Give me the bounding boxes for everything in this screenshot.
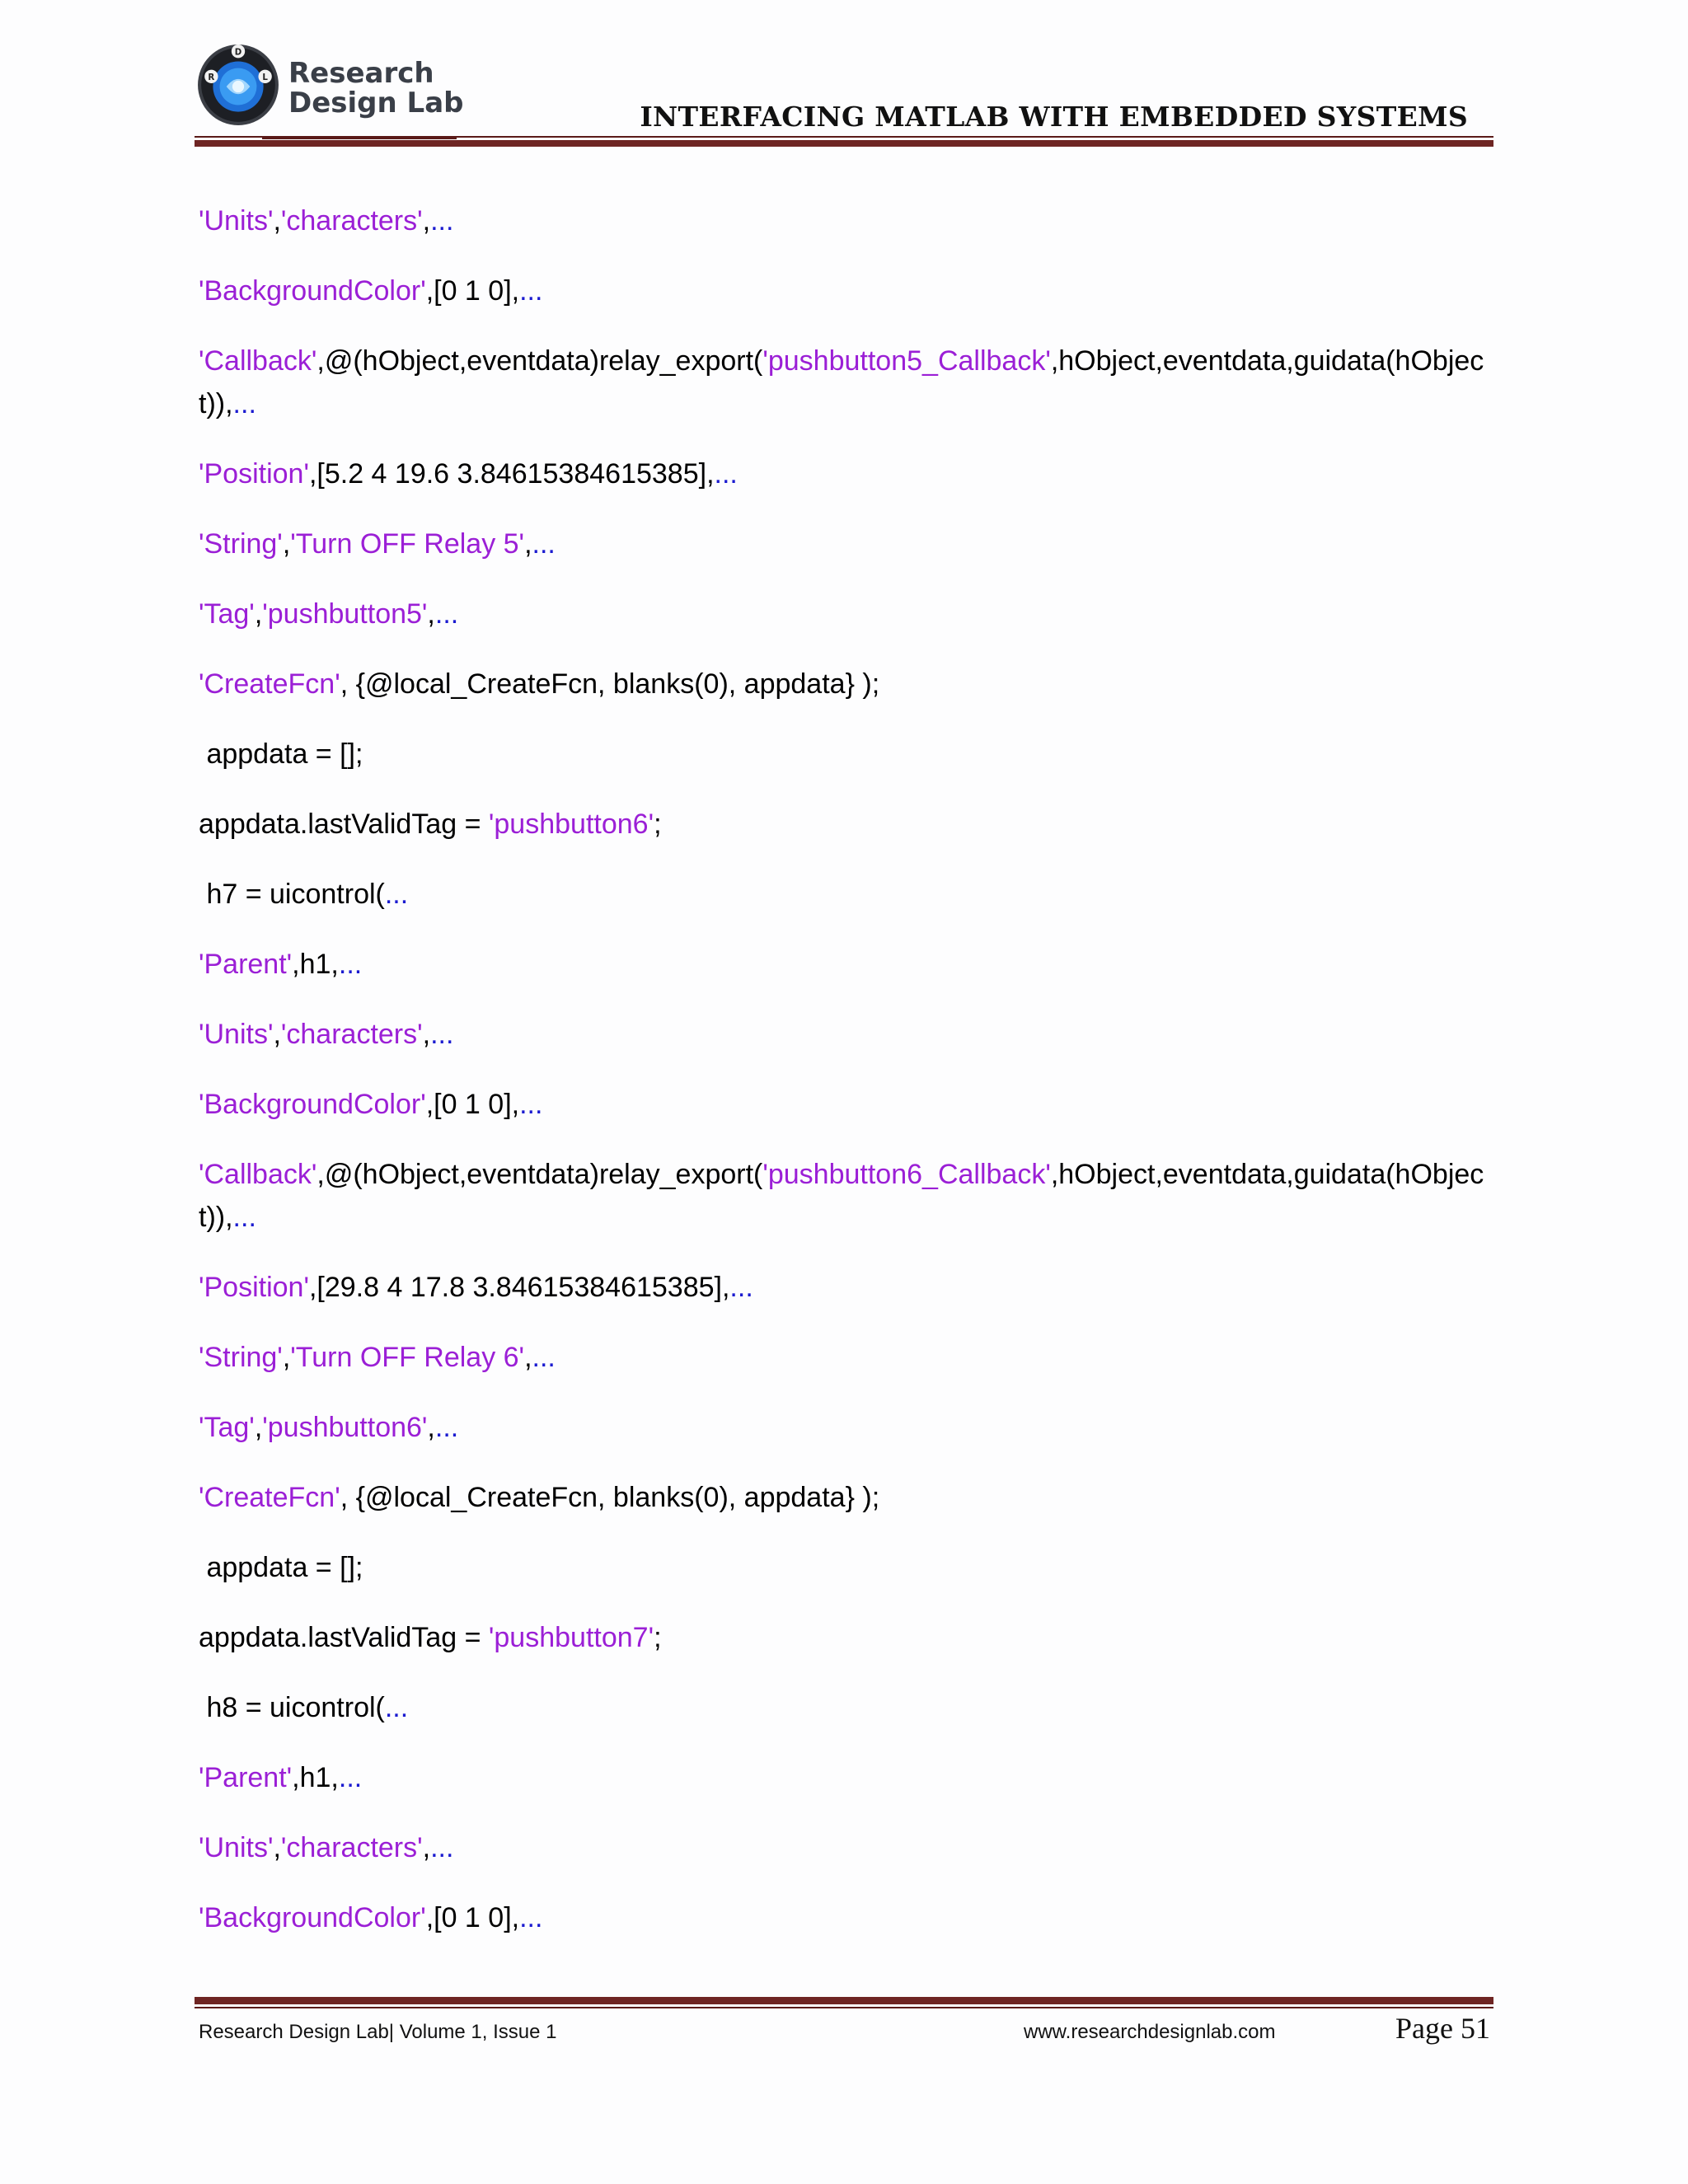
string-literal: 'Callback' xyxy=(199,345,317,377)
string-literal: 'Turn OFF Relay 5' xyxy=(290,528,525,560)
string-literal: 'CreateFcn' xyxy=(199,668,340,700)
document-title: INTERFACING MATLAB WITH EMBEDDED SYSTEMS xyxy=(640,101,1468,133)
code-line xyxy=(199,452,1501,495)
footer-rule xyxy=(195,2007,1493,2008)
badge-letter-l: L xyxy=(262,73,268,82)
code-line xyxy=(199,873,1501,916)
string-literal: 'Units' xyxy=(199,1019,274,1050)
code-text: , xyxy=(254,598,263,630)
code-line xyxy=(199,1756,1501,1799)
logo-line-2: Design Lab xyxy=(288,87,464,120)
code-line xyxy=(199,1406,1501,1449)
string-literal: 'Position' xyxy=(199,1272,309,1303)
string-literal: 'pushbutton6' xyxy=(488,808,654,840)
code-line xyxy=(199,1616,1501,1659)
code-line xyxy=(199,593,1501,635)
line-continuation: ... xyxy=(338,949,363,980)
footer-publication: Research Design Lab| Volume 1, Issue 1 xyxy=(199,2021,557,2043)
code-line xyxy=(199,1153,1493,1239)
string-literal: 'BackgroundColor' xyxy=(199,275,426,307)
string-literal: 'pushbutton5' xyxy=(262,598,428,630)
code-text: , xyxy=(273,205,281,237)
code-text: , xyxy=(273,1832,281,1863)
page-number: Page 51 xyxy=(1395,2012,1490,2045)
code-text: ,@(hObject,eventdata)relay_export( xyxy=(316,1159,763,1190)
string-literal: 'pushbutton7' xyxy=(488,1622,654,1653)
string-literal: 'Units' xyxy=(199,205,274,237)
code-text: , xyxy=(427,1412,435,1443)
string-literal: 'Callback' xyxy=(199,1159,317,1190)
code-text: h7 = uicontrol( xyxy=(199,879,385,910)
code-line xyxy=(199,1686,1501,1729)
string-literal: 'BackgroundColor' xyxy=(199,1089,426,1120)
code-text: ,@(hObject,eventdata)relay_export( xyxy=(316,345,763,377)
code-line xyxy=(199,199,1501,242)
line-continuation: ... xyxy=(729,1272,753,1303)
code-text: , xyxy=(422,1019,431,1050)
string-literal: 'Tag' xyxy=(199,1412,255,1443)
string-literal: 'characters' xyxy=(280,1832,423,1863)
code-line xyxy=(199,1083,1501,1126)
code-text: ,h1, xyxy=(292,949,339,980)
code-line xyxy=(199,1896,1501,1939)
code-text: ,hObject,eventdata,guidata(hObject)), xyxy=(199,345,1484,419)
string-literal: 'Turn OFF Relay 6' xyxy=(290,1342,525,1373)
code-text: ,[29.8 4 17.8 3.84615384615385], xyxy=(308,1272,730,1303)
code-text: ,h1, xyxy=(292,1762,339,1793)
code-text: appdata = []; xyxy=(199,738,363,770)
string-literal: 'Units' xyxy=(199,1832,274,1863)
string-literal: 'pushbutton6_Callback' xyxy=(762,1159,1051,1190)
string-literal: 'characters' xyxy=(280,205,423,237)
line-continuation: ... xyxy=(519,1089,543,1120)
line-continuation: ... xyxy=(434,598,459,630)
code-text: , xyxy=(422,1832,431,1863)
code-text: appdata = []; xyxy=(199,1552,363,1583)
code-text: ,hObject,eventdata,guidata(hObject)), xyxy=(199,1159,1484,1233)
code-text: , xyxy=(524,1342,532,1373)
code-line xyxy=(199,1476,1501,1519)
code-line xyxy=(199,663,1501,705)
code-text: , xyxy=(254,1412,263,1443)
badge-letter-r: R xyxy=(208,73,215,82)
code-line xyxy=(199,803,1501,846)
line-continuation: ... xyxy=(232,1202,256,1233)
code-text: , {@local_CreateFcn, blanks(0), appdata} ); xyxy=(340,1482,880,1513)
line-continuation: ... xyxy=(532,528,556,560)
code-text: , xyxy=(524,528,532,560)
code-line xyxy=(199,1336,1501,1379)
string-literal: 'Position' xyxy=(199,458,309,490)
line-continuation: ... xyxy=(232,388,256,419)
line-continuation: ... xyxy=(384,1692,409,1723)
header-rule xyxy=(195,136,1493,138)
string-literal: 'Parent' xyxy=(199,1762,293,1793)
code-text: ,[5.2 4 19.6 3.84615384615385], xyxy=(308,458,715,490)
rdl-badge-icon xyxy=(196,43,280,127)
line-continuation: ... xyxy=(430,1019,454,1050)
code-line xyxy=(199,943,1501,986)
line-continuation: ... xyxy=(519,1902,543,1933)
code-line xyxy=(199,1826,1501,1869)
string-literal: 'pushbutton6' xyxy=(262,1412,428,1443)
string-literal: 'Parent' xyxy=(199,949,293,980)
code-text: , xyxy=(282,528,291,560)
badge-letter-d: D xyxy=(234,48,242,58)
footer-rule-thick xyxy=(195,1997,1493,2004)
line-continuation: ... xyxy=(384,879,409,910)
code-text: appdata.lastValidTag = xyxy=(199,808,489,840)
line-continuation: ... xyxy=(519,275,543,307)
logo-line-1: Research xyxy=(288,57,434,90)
footer-url: www.researchdesignlab.com xyxy=(1024,2021,1276,2043)
line-continuation: ... xyxy=(532,1342,556,1373)
string-literal: 'CreateFcn' xyxy=(199,1482,340,1513)
code-text: ,[0 1 0], xyxy=(425,1902,520,1933)
line-continuation: ... xyxy=(430,1832,454,1863)
code-line xyxy=(199,269,1501,312)
string-literal: 'BackgroundColor' xyxy=(199,1902,426,1933)
line-continuation: ... xyxy=(714,458,738,490)
code-line xyxy=(199,340,1493,425)
logo-underline xyxy=(262,138,457,139)
code-text: ; xyxy=(654,808,662,840)
code-line xyxy=(199,1546,1501,1589)
code-line xyxy=(199,1266,1501,1309)
code-text: , xyxy=(422,205,431,237)
line-continuation: ... xyxy=(338,1762,363,1793)
line-continuation: ... xyxy=(434,1412,459,1443)
string-literal: 'String' xyxy=(199,1342,283,1373)
code-text: , {@local_CreateFcn, blanks(0), appdata} ); xyxy=(340,668,880,700)
code-text: , xyxy=(273,1019,281,1050)
string-literal: 'pushbutton5_Callback' xyxy=(762,345,1051,377)
logo-wordmark xyxy=(288,59,464,119)
code-text: , xyxy=(282,1342,291,1373)
code-text: appdata.lastValidTag = xyxy=(199,1622,489,1653)
string-literal: 'characters' xyxy=(280,1019,423,1050)
line-continuation: ... xyxy=(430,205,454,237)
code-text: ; xyxy=(654,1622,662,1653)
code-text: h8 = uicontrol( xyxy=(199,1692,385,1723)
code-line xyxy=(199,523,1501,565)
string-literal: 'Tag' xyxy=(199,598,255,630)
header-rule-thick xyxy=(195,140,1493,147)
code-listing xyxy=(199,199,1501,1966)
string-literal: 'String' xyxy=(199,528,283,560)
code-line xyxy=(199,1013,1501,1056)
code-text: ,[0 1 0], xyxy=(425,1089,520,1120)
code-text: , xyxy=(427,598,435,630)
code-line xyxy=(199,733,1501,776)
code-text: ,[0 1 0], xyxy=(425,275,520,307)
rdl-logo xyxy=(196,43,464,135)
